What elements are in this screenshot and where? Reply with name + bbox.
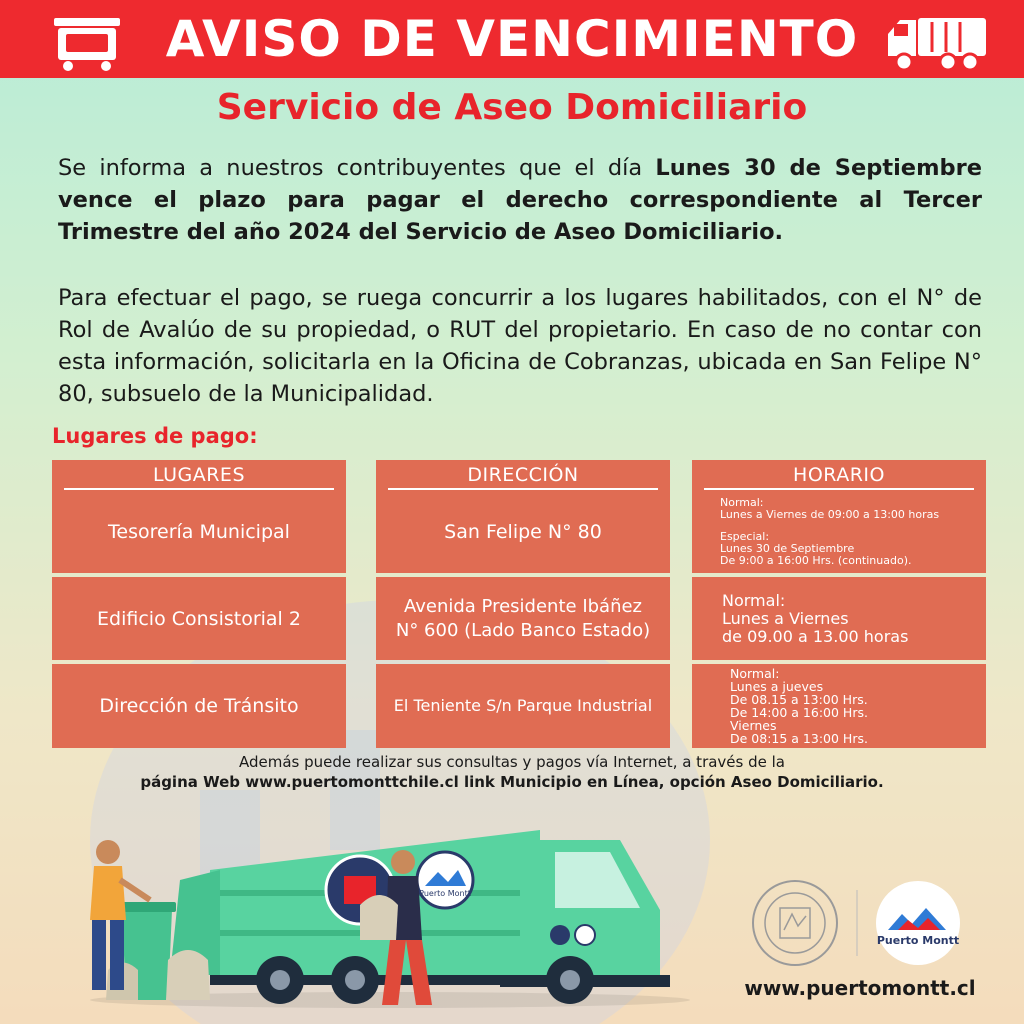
intro-paragraph xyxy=(58,152,982,248)
table-cell-address: Avenida Presidente Ibáñez N° 600 (Lado Banco Estado) xyxy=(376,577,670,660)
page-title: AVISO DE VENCIMIENTO xyxy=(165,10,859,68)
hours-block: Normal: Lunes a Viernes de 09.00 a 13.00 horas xyxy=(722,590,909,646)
table-cell-hours xyxy=(692,490,986,573)
payment-table xyxy=(52,460,988,750)
hours-block: Normal: Lunes a Viernes de 09:00 a 13:00 horas Especial: Lunes 30 de Septiembre De 9:00 a 16:00 Hrs. (continuado). xyxy=(720,495,940,567)
dumpster-icon xyxy=(48,12,126,74)
garbage-truck-illustration xyxy=(60,800,700,1010)
municipal-seal-icon xyxy=(753,881,837,965)
garbage-truck-icon xyxy=(884,12,990,74)
table-cell-place: Dirección de Tránsito xyxy=(52,664,346,748)
table-cell-hours xyxy=(692,664,986,748)
page-subtitle: Servicio de Aseo Domiciliario xyxy=(216,87,808,128)
column-header-lugares: LUGARES xyxy=(152,464,246,486)
svg-text:Puerto Montt: Puerto Montt xyxy=(876,934,960,947)
payment-places-title: Lugares de pago: xyxy=(52,424,258,448)
table-cell-place: Edificio Consistorial 2 xyxy=(52,577,346,660)
intro-lead: Se informa a nuestros contribuyentes que el día xyxy=(58,155,656,181)
footer-logos xyxy=(750,878,970,968)
truck-logo-text: Puerto Montt xyxy=(419,889,471,898)
puerto-montt-logo xyxy=(876,881,960,965)
table-cell-address: El Teniente S/n Parque Industrial xyxy=(376,664,670,748)
table-cell-place: Tesorería Municipal xyxy=(52,490,346,573)
hours-block: Normal: Lunes a jueves De 08.15 a 13:00 Hrs. De 14:00 a 16:00 Hrs. Viernes De 08:15 a 13:00 Hrs. xyxy=(730,666,868,746)
intro-highlight: Lunes 30 de Septiembre vence el plazo para pagar el derecho correspondiente al Tercer Trimestre del año 2024 del Servicio de Aseo Domiciliario. xyxy=(58,155,982,245)
footer-url: www.puertomontt.cl xyxy=(744,976,976,1000)
header-banner xyxy=(0,0,1024,78)
column-header-direccion: DIRECCIÓN xyxy=(467,464,579,486)
column-header-horario: HORARIO xyxy=(793,464,885,486)
online-payment-note: Además puede realizar sus consultas y pagos vía Internet, a través de la página Web www.puertomonttchile.cl link Municipio en Línea, opción Aseo Domiciliario. xyxy=(140,753,884,791)
table-cell-hours xyxy=(692,577,986,660)
table-cell-address: San Felipe N° 80 xyxy=(376,490,670,573)
instructions-paragraph: Para efectuar el pago, se ruega concurrir a los lugares habilitados, con el N° de Rol de Avalúo de su propiedad, o RUT del propietario. En caso de no contar con esta información, solicitarla en la Oficina de Cobranzas, ubicada en San Felipe N° 80, subsuelo de la Municipalidad. xyxy=(58,285,982,407)
